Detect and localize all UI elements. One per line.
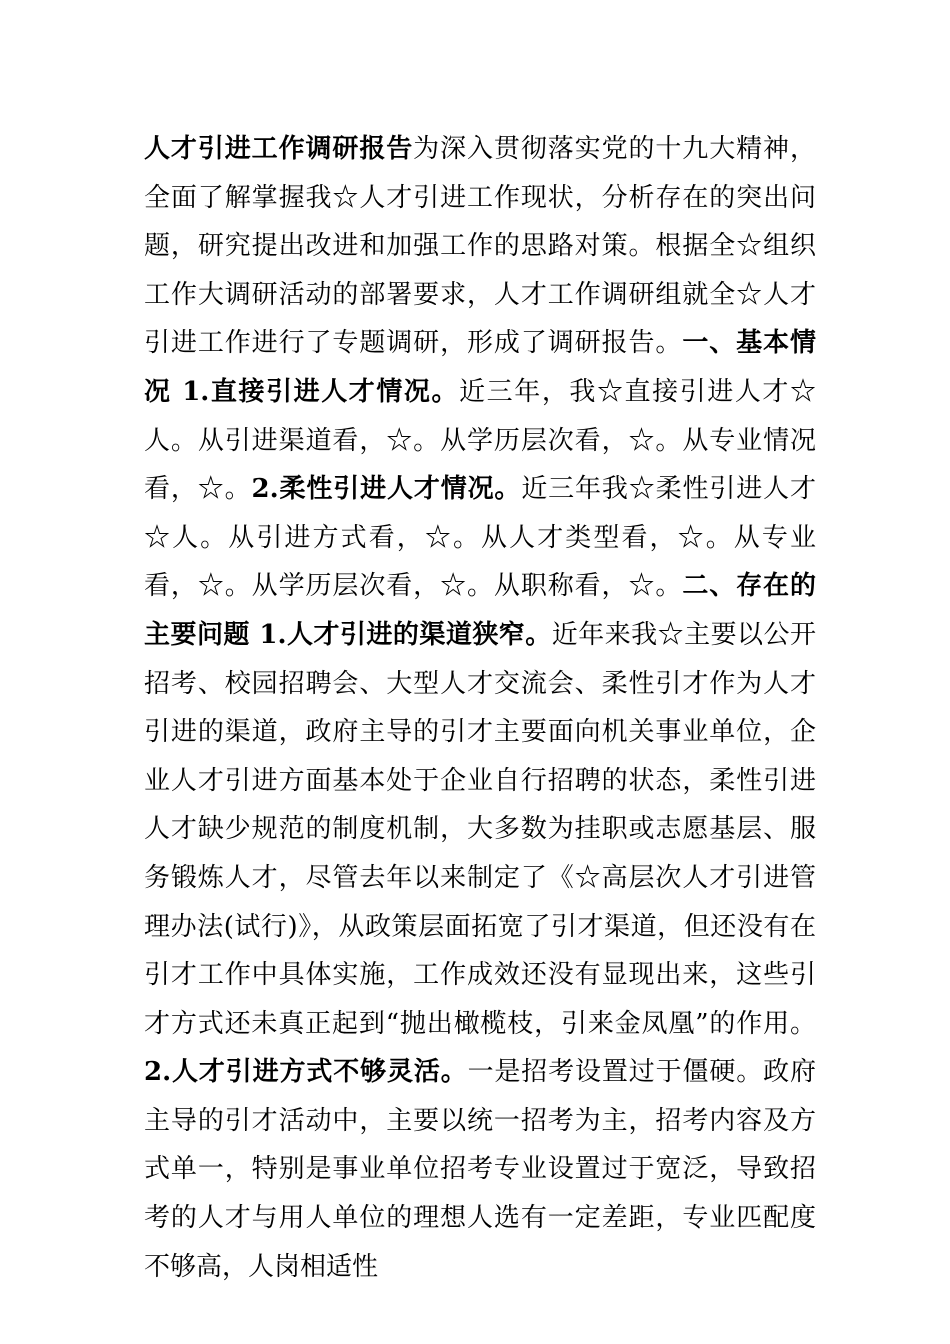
narrow-channels-text: 近年来我☆主要以公开招考、校园招聘会、大型人才交流会、柔性引才作为人才引进的渠道，政府主导的引才主要面向机关事业单位，企业人才引进方面基本处于企业自行招聘的状态，柔性引进人才缺少规范的制度机制，大多数为挂职或志愿基层、服务锻炼人才，尽管去年以来制定了《☆高层次人才引进管理办法(试行)》，从政策层面拓宽了引才渠道，但还没有在引才工作中具体实施，工作成效还没有显现出来，这些引才方式还未真正起到“抛出橄榄枝，引来金凤凰”的作用。 [144, 619, 816, 1039]
inflexible-methods-text: 一是招考设置过于僵硬。政府主导的引才活动中，主要以统一招考为主，招考内容及方式单一，特别是事业单位招考专业设置过于宽泛，导致招考的人才与用人单位的理想人选有一定差距，专业匹配度不够高，人岗相适性 [144, 1057, 816, 1282]
subheading-flexible-introduction: 2.柔性引进人才情况。 [251, 474, 522, 505]
subheading-inflexible-methods: 2.人才引进方式不够灵活。 [144, 1057, 468, 1088]
section-heading-basic-situation: 一、基本情况 1.直接引进人才情况。 [144, 328, 816, 407]
direct-introduction-text: 近三年，我☆直接引进人才☆人。从引进渠道看，☆。从学历层次看，☆。从专业情况看，☆。 [144, 376, 816, 505]
report-title: 人才引进工作调研报告 [144, 134, 414, 164]
intro-paragraph: 为深入贯彻落实党的十九大精神，全面了解掌握我☆人才引进工作现状，分析存在的突出问题，研究提出改进和加强工作的思路对策。根据全☆组织工作大调研活动的部署要求，人才工作调研组就全☆人才引进工作进行了专题调研，形成了调研报告。 [144, 134, 816, 359]
section-heading-main-problems: 二、存在的主要问题 1.人才引进的渠道狭窄。 [144, 571, 816, 650]
flexible-introduction-text: 近三年我☆柔性引进人才☆人。从引进方式看，☆。从人才类型看，☆。从专业看，☆。从学历层次看，☆。从职称看，☆。 [144, 474, 816, 602]
document-body [144, 125, 816, 1291]
